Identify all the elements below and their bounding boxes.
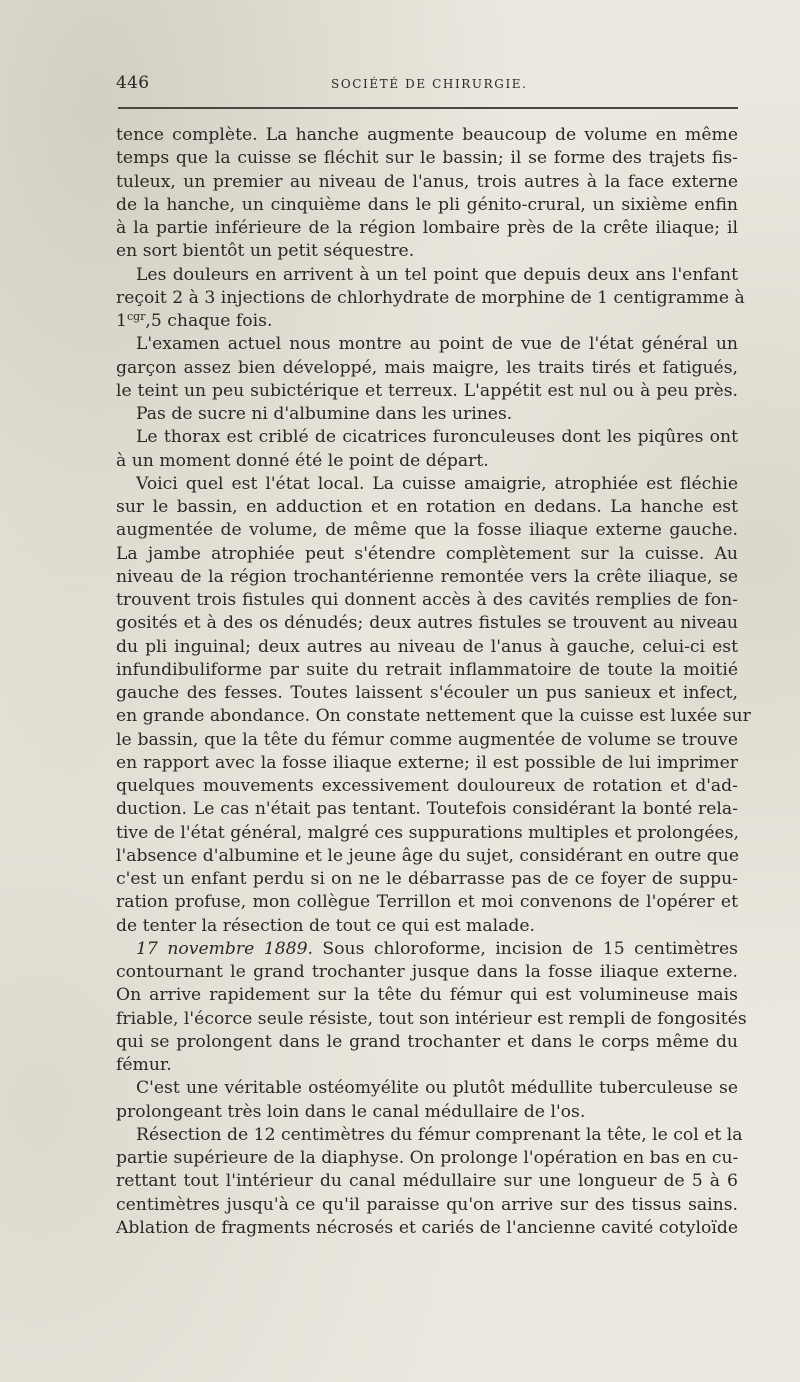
text-line: Résection de 12 centimètres du fémur comprenant la tête, le col et la [136, 1124, 743, 1145]
text-line: Les douleurs en arrivent à un tel point que depuis deux ans l'enfant [136, 264, 738, 285]
text-line: reçoit 2 à 3 injections de chlorhydrate de morphine de 1 centigramme à [116, 287, 745, 308]
dosage-rest: ,5 chaque fois. [145, 311, 273, 331]
text-line: duction. Le cas n'était pas tentant. Toutefois considérant la bonté rela- [116, 799, 738, 820]
text-line: fémur. [116, 1055, 172, 1075]
text-line: niveau de la région trochantérienne remontée vers la crête iliaque, se [116, 566, 738, 587]
text-line: gauche des fesses. Toutes laissent s'écouler un pus sanieux et infect, [116, 683, 738, 703]
text-line: à un moment donné été le point de départ. [116, 450, 489, 471]
text-line: friable, l'écorce seule résiste, tout son intérieur est rempli de fongosités [116, 1008, 747, 1029]
text-line: ration profuse, mon collègue Terrillon et moi convenons de l'opérer et [116, 892, 738, 913]
text-line: du pli inguinal; deux autres au niveau de l'anus à gauche, celui-ci est [116, 636, 738, 657]
text-line: de la hanche, un cinquième dans le pli génito-crural, un sixième enfin [116, 194, 738, 215]
text-line: contournant le grand trochanter jusque dans la fosse iliaque externe. [116, 962, 738, 982]
operation-date-rest: Sous chloroforme, incision de 15 centimètres [312, 938, 738, 959]
text-line: Le thorax est criblé de cicatrices furonculeuses dont les piqûres ont [136, 427, 738, 448]
text-line: en grande abondance. On constate nettement que la cuisse est luxée sur [116, 706, 751, 727]
text-line: le bassin, que la tête du fémur comme augmentée de volume se trouve [116, 729, 738, 750]
text-line: gosités et à des os dénudés; deux autres fistules se trouvent au niveau [116, 613, 738, 634]
text-line: de tenter la résection de tout ce qui est malade. [116, 915, 535, 936]
text-line: quelques mouvements excessivement douloureux de rotation et d'ad- [116, 776, 738, 796]
text-line: augmentée de volume, de même que la fosse iliaque externe gauche. [116, 520, 738, 541]
text-line: tuleux, un premier au niveau de l'anus, trois autres à la face externe [116, 171, 738, 192]
text-line: La jambe atrophiée peut s'étendre complètement sur la cuisse. Au [116, 543, 738, 564]
text-line: l'absence d'albumine et le jeune âge du sujet, considérant en outre que [116, 845, 739, 866]
text-line: en sort bientôt un petit séquestre. [116, 241, 415, 262]
text-line: partie supérieure de la diaphyse. On prolonge l'opération en bas en cu- [116, 1148, 739, 1168]
text-line: On arrive rapidement sur la tête du fémur qui est volumineuse mais [116, 985, 738, 1006]
text-line: Ablation de fragments nécrosés et cariés de l'ancienne cavité cotyloïde [116, 1217, 738, 1238]
dosage-unit: cgr [126, 310, 146, 323]
text-line: infundibuliforme par suite du retrait inflammatoire de toute la moitié [116, 659, 738, 680]
text-line: sur le bassin, en adduction et en rotation en dedans. La hanche est [116, 497, 738, 517]
operation-date: 17 novembre 1889. [136, 938, 313, 959]
text-line: C'est une véritable ostéomyélite ou plutôt médullite tuberculeuse se [136, 1078, 738, 1099]
page-number: 446 [116, 73, 150, 93]
body-text [116, 124, 751, 1240]
text-line: tive de l'état général, malgré ces suppurations multiples et prolongées, [116, 822, 739, 843]
text-line: Voici quel est l'état local. La cuisse amaigrie, atrophiée est fléchie [136, 473, 738, 494]
text-line: temps que la cuisse se fléchit sur le bassin; il se forme des trajets fis- [116, 148, 738, 169]
dosage-value: 1 [116, 311, 127, 331]
text-line: à la partie inférieure de la région lombaire près de la crête iliaque; il [116, 218, 738, 238]
text-line: le teint un peu subictérique et terreux. L'appétit est nul ou à peu près. [116, 380, 738, 401]
text-line: garçon assez bien développé, mais maigre, les traits tirés et fatigués, [116, 357, 738, 378]
header-rule [118, 107, 738, 109]
dosage-line [116, 310, 738, 333]
text-line: L'examen actuel nous montre au point de vue de l'état général un [136, 334, 738, 355]
running-title: SOCIÉTÉ DE CHIRURGIE. [331, 77, 528, 91]
page-header [116, 73, 736, 97]
text-line: tence complète. La hanche augmente beaucoup de volume en même [116, 125, 738, 145]
text-line: trouvent trois fistules qui donnent accès à des cavités remplies de fon- [116, 590, 738, 610]
text-line: qui se prolongent dans le grand trochanter et dans le corps même du [116, 1031, 738, 1052]
text-line: c'est un enfant perdu si on ne le débarrasse pas de ce foyer de suppu- [116, 869, 738, 889]
text-line: en rapport avec la fosse iliaque externe; il est possible de lui imprimer [116, 752, 738, 773]
text-line: Pas de sucre ni d'albumine dans les urines. [136, 404, 513, 424]
text-line: centimètres jusqu'à ce qu'il paraisse qu'on arrive sur des tissus sains. [116, 1194, 738, 1215]
operation-date-line [116, 938, 738, 961]
text-line: prolongeant très loin dans le canal médullaire de l'os. [116, 1101, 586, 1122]
text-line: rettant tout l'intérieur du canal médullaire sur une longueur de 5 à 6 [116, 1171, 738, 1192]
